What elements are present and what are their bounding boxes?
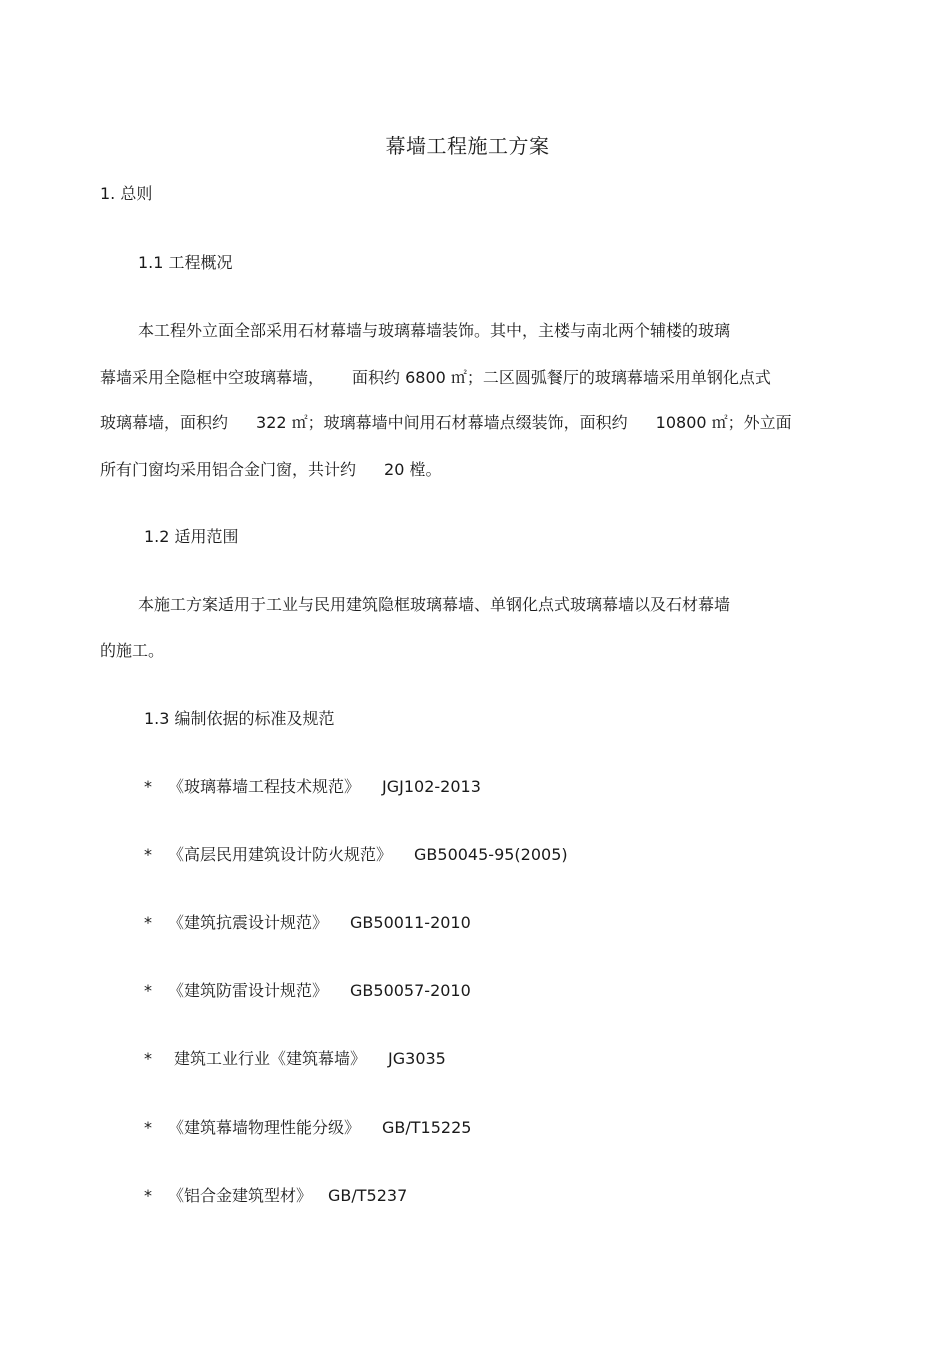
bullet-star: * bbox=[144, 845, 152, 864]
reference-code: GB50045-95(2005) bbox=[414, 845, 568, 864]
reference-code: GB50011-2010 bbox=[350, 913, 471, 932]
scope-line-2: 的施工。 bbox=[100, 641, 165, 660]
bullet-star: * bbox=[144, 981, 152, 1000]
reference-item bbox=[144, 978, 471, 1001]
reference-name: 建筑工业行业《建筑幕墙》 bbox=[174, 1049, 367, 1068]
reference-name: 《铝合金建筑型材》 bbox=[168, 1186, 313, 1205]
overview-line-2 bbox=[100, 365, 771, 388]
bullet-star: * bbox=[144, 913, 152, 932]
section-heading-general: 1. 总则 bbox=[100, 184, 153, 203]
reference-item bbox=[144, 910, 471, 933]
overview-line-2a: 幕墙采用全隐框中空玻璃幕墙， bbox=[100, 368, 325, 387]
overview-line-3a: 玻璃幕墙，面积约 bbox=[100, 413, 229, 432]
reference-code: JG3035 bbox=[388, 1049, 446, 1068]
reference-name: 《高层民用建筑设计防火规范》 bbox=[168, 845, 393, 864]
reference-name: 《建筑幕墙物理性能分级》 bbox=[168, 1118, 361, 1137]
overview-line-4b: 20 樘。 bbox=[384, 460, 442, 479]
overview-line-3c: 10800 ㎡；外立面 bbox=[655, 413, 792, 432]
reference-code: GB/T15225 bbox=[382, 1118, 472, 1137]
reference-code: GB/T5237 bbox=[328, 1186, 408, 1205]
reference-name: 《玻璃幕墙工程技术规范》 bbox=[168, 777, 361, 796]
reference-name: 《建筑抗震设计规范》 bbox=[168, 913, 329, 932]
overview-line-1: 本工程外立面全部采用石材幕墙与玻璃幕墙装饰。其中，主楼与南北两个辅楼的玻璃 bbox=[138, 321, 731, 340]
bullet-star: * bbox=[144, 1186, 152, 1205]
reference-item bbox=[144, 1046, 446, 1069]
overview-line-4a: 所有门窗均采用铝合金门窗，共计约 bbox=[100, 460, 357, 479]
reference-code: JGJ102-2013 bbox=[382, 777, 481, 796]
bullet-star: * bbox=[144, 1049, 152, 1068]
document-title: 幕墙工程施工方案 bbox=[385, 134, 550, 158]
reference-item bbox=[144, 1183, 407, 1206]
reference-item bbox=[144, 1115, 471, 1138]
subsection-heading-overview: 1.1 工程概况 bbox=[138, 253, 233, 272]
overview-line-3 bbox=[100, 410, 792, 433]
reference-code: GB50057-2010 bbox=[350, 981, 471, 1000]
bullet-star: * bbox=[144, 777, 152, 796]
scope-line-1: 本施工方案适用于工业与民用建筑隐框玻璃幕墙、单钢化点式玻璃幕墙以及石材幕墙 bbox=[138, 595, 731, 614]
subsection-heading-standards: 1.3 编制依据的标准及规范 bbox=[144, 709, 335, 728]
reference-item bbox=[144, 774, 481, 797]
reference-name: 《建筑防雷设计规范》 bbox=[168, 981, 329, 1000]
bullet-star: * bbox=[144, 1118, 152, 1137]
subsection-heading-scope: 1.2 适用范围 bbox=[144, 527, 239, 546]
overview-line-4 bbox=[100, 457, 441, 480]
overview-line-3b: 322 ㎡；玻璃幕墙中间用石材幕墙点缀装饰，面积约 bbox=[256, 413, 628, 432]
reference-item bbox=[144, 842, 568, 865]
overview-line-2b: 面积约 6800 ㎡；二区圆弧餐厅的玻璃幕墙采用单钢化点式 bbox=[352, 368, 771, 387]
